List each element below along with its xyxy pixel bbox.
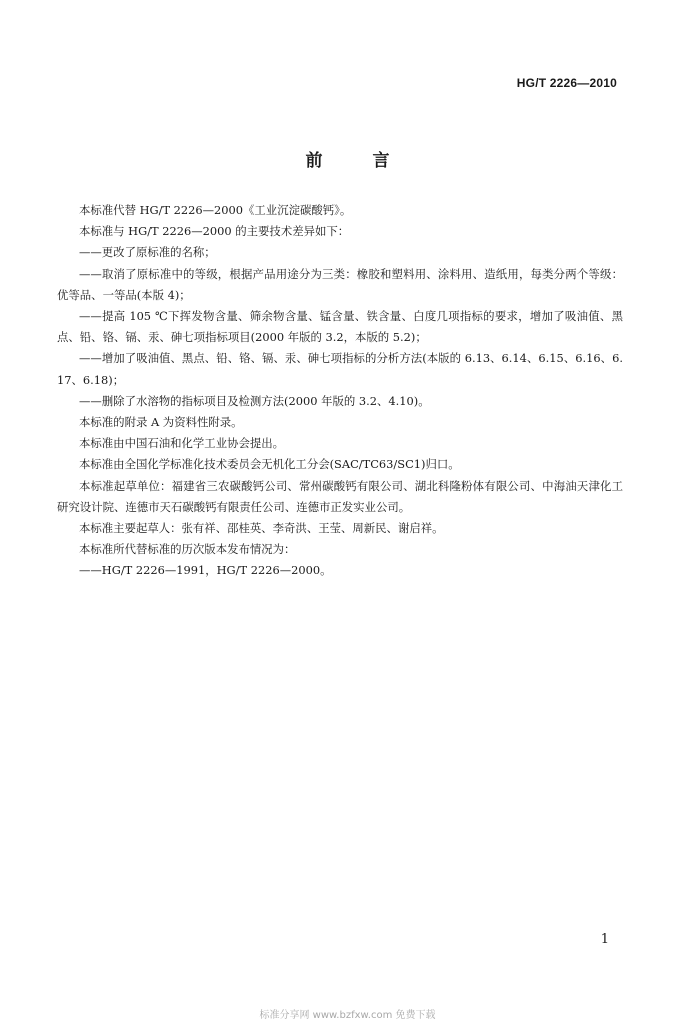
paragraph-supersedes: 本标准代替 HG/T 2226—2000《工业沉淀碳酸钙》。	[79, 203, 352, 217]
paragraph-drafters: 本标准主要起草人：张有祥、邵桂英、李奇洪、王莹、周新民、谢启祥。	[79, 521, 444, 536]
list-item-history: ——HG/T 2226—1991，HG/T 2226—2000。	[79, 563, 332, 578]
paragraph-proposer: 本标准由中国石油和化学工业协会提出。	[79, 436, 285, 451]
page-title: 前 言	[305, 151, 412, 171]
paragraph-history-intro: 本标准所代替标准的历次版本发布情况为：	[79, 542, 296, 557]
list-item-grades: ——取消了原标准中的等级，根据产品用途分为三类：橡胶和塑料用、涂料用、造纸用，每类分两个等级：优等品、一等品(本版 4)；	[57, 266, 623, 302]
page-number: 1	[600, 932, 609, 947]
paragraph-drafting-units: 本标准起草单位：福建省三农碳酸钙公司、常州碳酸钙有限公司、湖北科隆粉体有限公司、中海油天津化工研究设计院、连德市天石碳酸钙有限责任公司、连德市正发实业公司。	[57, 478, 623, 514]
paragraph-differences-intro: 本标准与 HG/T 2226—2000 的主要技术差异如下：	[79, 224, 350, 239]
paragraph-administrator: 本标准由全国化学标准化技术委员会无机化工分会(SAC/TC63/SC1)归口。	[79, 457, 460, 472]
list-item-deleted: ——删除了水溶物的指标项目及检测方法(2000 年版的 3.2、4.10)。	[79, 393, 430, 408]
foreword-body	[57, 200, 623, 582]
list-item-requirements: ——提高 105 ℃下挥发物含量、筛余物含量、锰含量、铁含量、白度几项指标的要求，增加了吸油值、黑点、铅、铬、镉、汞、砷七项指标项目(2000 年版的 3.2，本版的 5.2)；	[57, 309, 623, 345]
list-item-rename: ——更改了原标准的名称；	[79, 245, 216, 260]
paragraph-annex: 本标准的附录 A 为资料性附录。	[79, 415, 243, 430]
list-item-methods: ——增加了吸油值、黑点、铅、铬、镉、汞、砷七项指标的分析方法(本版的 6.13、6.14、6.15、6.16、6.17、6.18)；	[57, 351, 623, 387]
watermark: 标准分享网 www.bzfxw.com 免费下载	[259, 1010, 436, 1021]
standard-code: HG/T 2226—2010	[516, 76, 617, 90]
